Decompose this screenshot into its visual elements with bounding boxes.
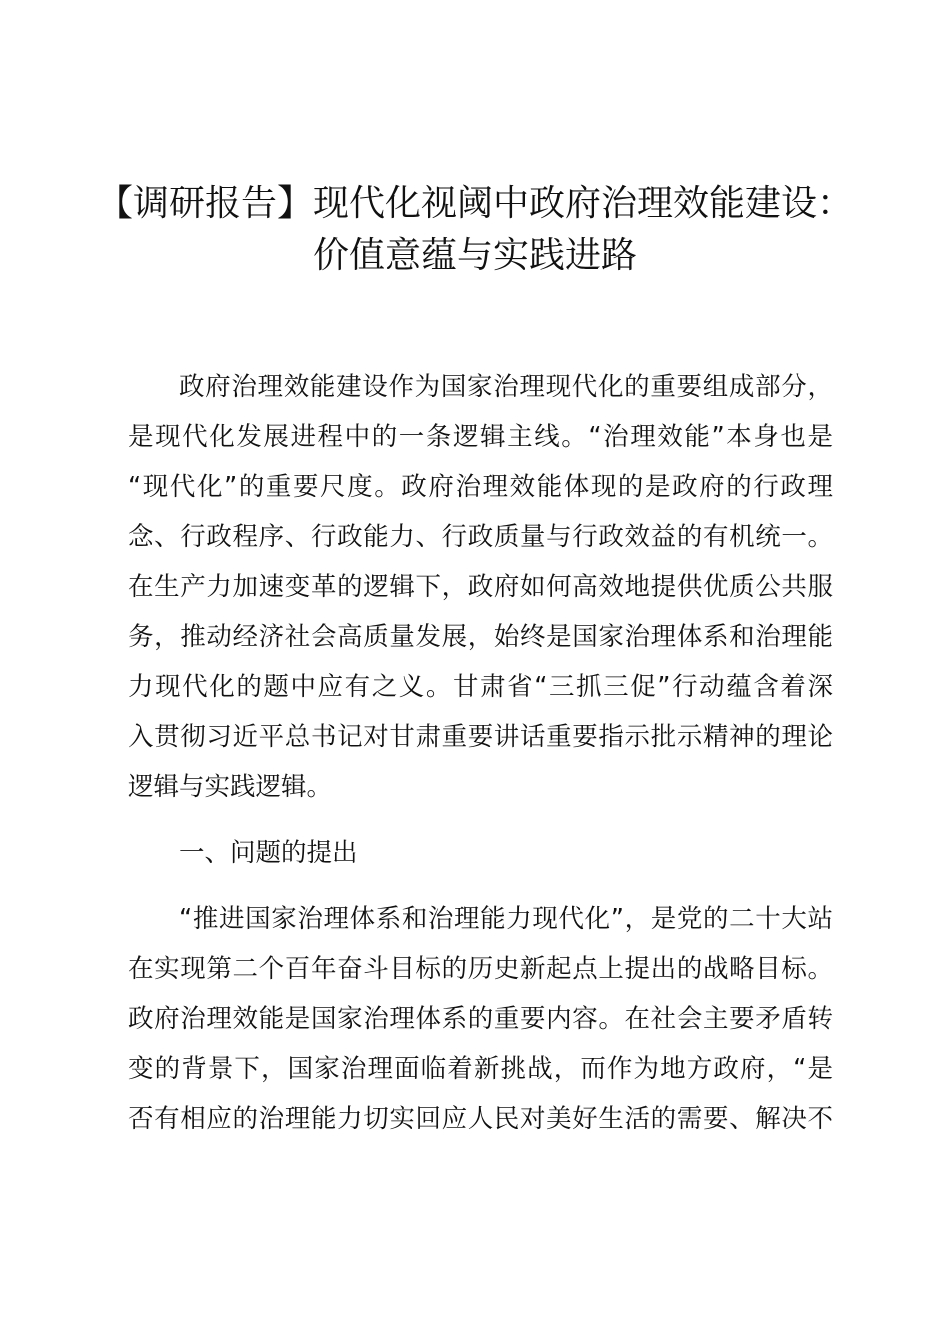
paragraph-line: 变的背景下，国家治理面临着新挑战，而作为地方政府，“是 xyxy=(128,1054,833,1084)
paragraph-line: 逻辑与实践逻辑。 xyxy=(128,772,333,802)
paragraph-line: 是现代化发展进程中的一条逻辑主线。“治理效能”本身也是 xyxy=(128,422,833,452)
paragraph-line: 否有相应的治理能力切实回应人民对美好生活的需要、解决不 xyxy=(128,1104,833,1134)
paragraph-line: “现代化”的重要尺度。政府治理效能体现的是政府的行政理 xyxy=(128,472,833,502)
paragraph-line: 念、行政程序、行政能力、行政质量与行政效益的有机统一。 xyxy=(128,522,833,552)
paragraph-line: 政府治理效能建设作为国家治理现代化的重要组成部分， xyxy=(179,372,833,402)
paragraph-line: 力现代化的题中应有之义。甘肃省“三抓三促”行动蕴含着深 xyxy=(128,672,833,702)
paragraph-line: 入贯彻习近平总书记对甘肃重要讲话重要指示批示精神的理论 xyxy=(128,722,833,752)
paragraph-line: 务，推动经济社会高质量发展，始终是国家治理体系和治理能 xyxy=(128,622,833,652)
paragraph-line: 在实现第二个百年奋斗目标的历史新起点上提出的战略目标。 xyxy=(128,954,833,984)
document-title xyxy=(90,178,860,282)
paragraph-line: 政府治理效能是国家治理体系的重要内容。在社会主要矛盾转 xyxy=(128,1004,833,1034)
paragraph-line: 在生产力加速变革的逻辑下，政府如何高效地提供优质公共服 xyxy=(128,572,833,602)
title-line-2: 价值意蕴与实践进路 xyxy=(312,235,637,276)
section-heading xyxy=(128,828,833,878)
paragraph-1 xyxy=(128,362,833,812)
paragraph-2 xyxy=(128,894,833,1144)
section-heading-text: 一、问题的提出 xyxy=(179,838,358,868)
paragraph-line: “推进国家治理体系和治理能力现代化”，是党的二十大站 xyxy=(179,904,833,934)
title-line-1: 【调研报告】现代化视阈中政府治理效能建设： xyxy=(96,183,853,224)
